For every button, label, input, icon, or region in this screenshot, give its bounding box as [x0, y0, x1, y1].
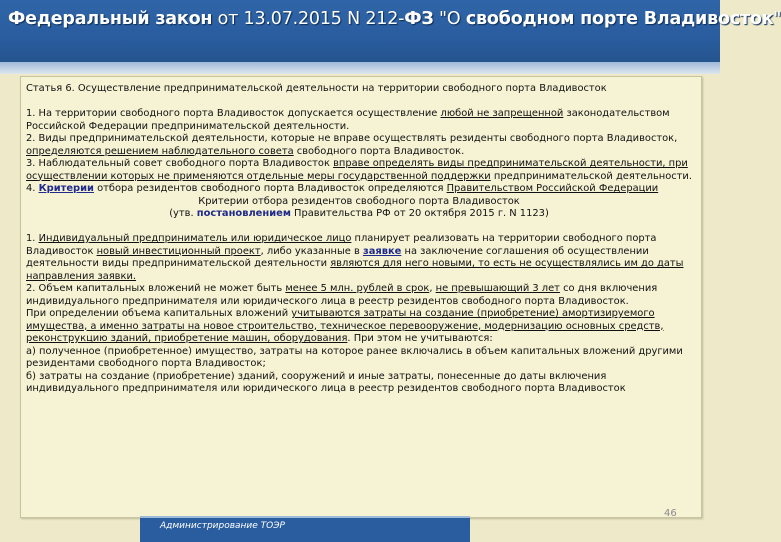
title-quote-open: "О — [433, 9, 466, 29]
text-run: предпринимательской деятельности. — [490, 170, 692, 182]
link-activities-are-new[interactable]: являются для него новыми, то есть не осуществлялись им до даты направления заявки. — [26, 258, 684, 282]
link-capital-costs-included[interactable]: учитываются затраты на создание (приобретение) амортизируемого имущества, а именно затраты на новое строительство, техническое перевооружение, модернизацию основных средств, реконструкцию зданий, приобретение машин, оборудования — [26, 308, 664, 344]
text-run: 1. На территории свободного порта Владивосток допускается осуществление — [26, 108, 441, 119]
criteria-title: Критерии отбора резидентов свободного порта Владивосток — [198, 195, 520, 207]
text-run: , — [429, 283, 436, 294]
article-paragraph-2 — [26, 133, 692, 158]
criteria-item-3 — [26, 308, 692, 346]
footer-label: Администрирование ТОЭР — [160, 521, 285, 531]
criteria-item-a: а) полученное (приобретенное) имущество, затраты на которое ранее включались в объем капитальных вложений другими резидентами свободного порта Владивосток; — [26, 345, 683, 369]
text-run: 4. — [26, 183, 39, 194]
title-law-date: от 13.07.2015 N 212- — [212, 9, 405, 29]
text-run: 2. Объем капитальных вложений не может быть — [26, 283, 286, 294]
text-run: свободного порта Владивосток. — [293, 145, 465, 157]
criteria-subtitle — [26, 208, 692, 221]
spacer — [26, 96, 692, 109]
criteria-item-1 — [26, 233, 692, 283]
link-criteria[interactable]: Критерии — [38, 183, 94, 194]
text-run: 3. Наблюдательный совет свободного порта Владивосток — [26, 158, 334, 169]
link-min-5-million[interactable]: менее 5 млн. рублей в срок — [285, 283, 430, 294]
text-run: со дня включения индивидуального предпринимателя или юридического лица в реестр резидентов свободного порта Владивосток. — [26, 283, 658, 307]
text-run: 2. Виды предпринимательской деятельности, которые не вправе осуществлять резиденты свободного порта Владивосток, — [26, 133, 678, 144]
article-paragraph-1 — [26, 108, 692, 133]
link-any-not-prohibited[interactable]: любой не запрещенной — [440, 108, 564, 119]
text-run: 1. — [26, 233, 39, 244]
article-paragraph-3 — [26, 158, 692, 183]
link-government-rf[interactable]: Правительством Российской Федерации — [446, 183, 659, 194]
text-run: Правительства РФ от 20 октября 2015 г. N 1123) — [290, 208, 549, 219]
text-run: , либо указанные в — [260, 245, 363, 257]
document-text — [26, 83, 692, 396]
spacer — [26, 221, 692, 234]
header-divider — [0, 62, 720, 74]
text-run: . При этом не учитываются: — [347, 333, 493, 344]
link-supervisory-board-decision[interactable]: определяются решением наблюдательного совета — [26, 145, 294, 157]
slide-title — [8, 8, 781, 30]
text-run: При определении объема капитальных вложений — [26, 308, 292, 319]
article-heading: Статья 6. Осуществление предпринимательской деятельности на территории свободного порта Владивосток — [26, 83, 607, 94]
text-run: отбора резидентов свободного порта Владивосток определяются — [93, 183, 447, 194]
article-paragraph-4 — [26, 183, 692, 196]
title-law-type: Федеральный закон — [8, 9, 213, 29]
text-run: законодательством Российской Федерации предпринимательской деятельности. — [26, 108, 670, 132]
title-quote-close: " — [773, 9, 781, 29]
link-application[interactable]: заявке — [362, 245, 402, 257]
link-new-investment-project[interactable]: новый инвестиционный проект — [96, 245, 261, 257]
title-law-name: свободном порте Владивосток — [465, 9, 774, 29]
link-entrepreneur-or-entity[interactable]: Индивидуальный предприниматель или юридическое лицо — [38, 233, 352, 244]
text-run: планирует реализовать на территории свободного порта Владивосток — [26, 233, 657, 257]
link-board-may-define-activities[interactable]: вправе определять виды предпринимательской деятельности, при осуществлении которых не применяются отдельные меры государственной поддержки — [26, 158, 688, 182]
text-run: на заключение соглашения об осуществлении деятельности виды предпринимательской деятельности — [26, 245, 649, 269]
title-law-fz: ФЗ — [404, 9, 434, 29]
criteria-item-b: б) затраты на создание (приобретение) зданий, сооружений и иные затраты, понесенные до даты включения индивидуального предпринимателя или юридического лица в реестр резидентов свободного порта Владивосток — [26, 370, 626, 394]
text-run: (утв. — [169, 208, 197, 219]
link-max-3-years[interactable]: не превышающий 3 лет — [435, 283, 560, 294]
link-resolution[interactable]: постановлением — [196, 208, 291, 219]
criteria-item-2 — [26, 283, 692, 308]
page-number: 46 — [664, 508, 677, 519]
